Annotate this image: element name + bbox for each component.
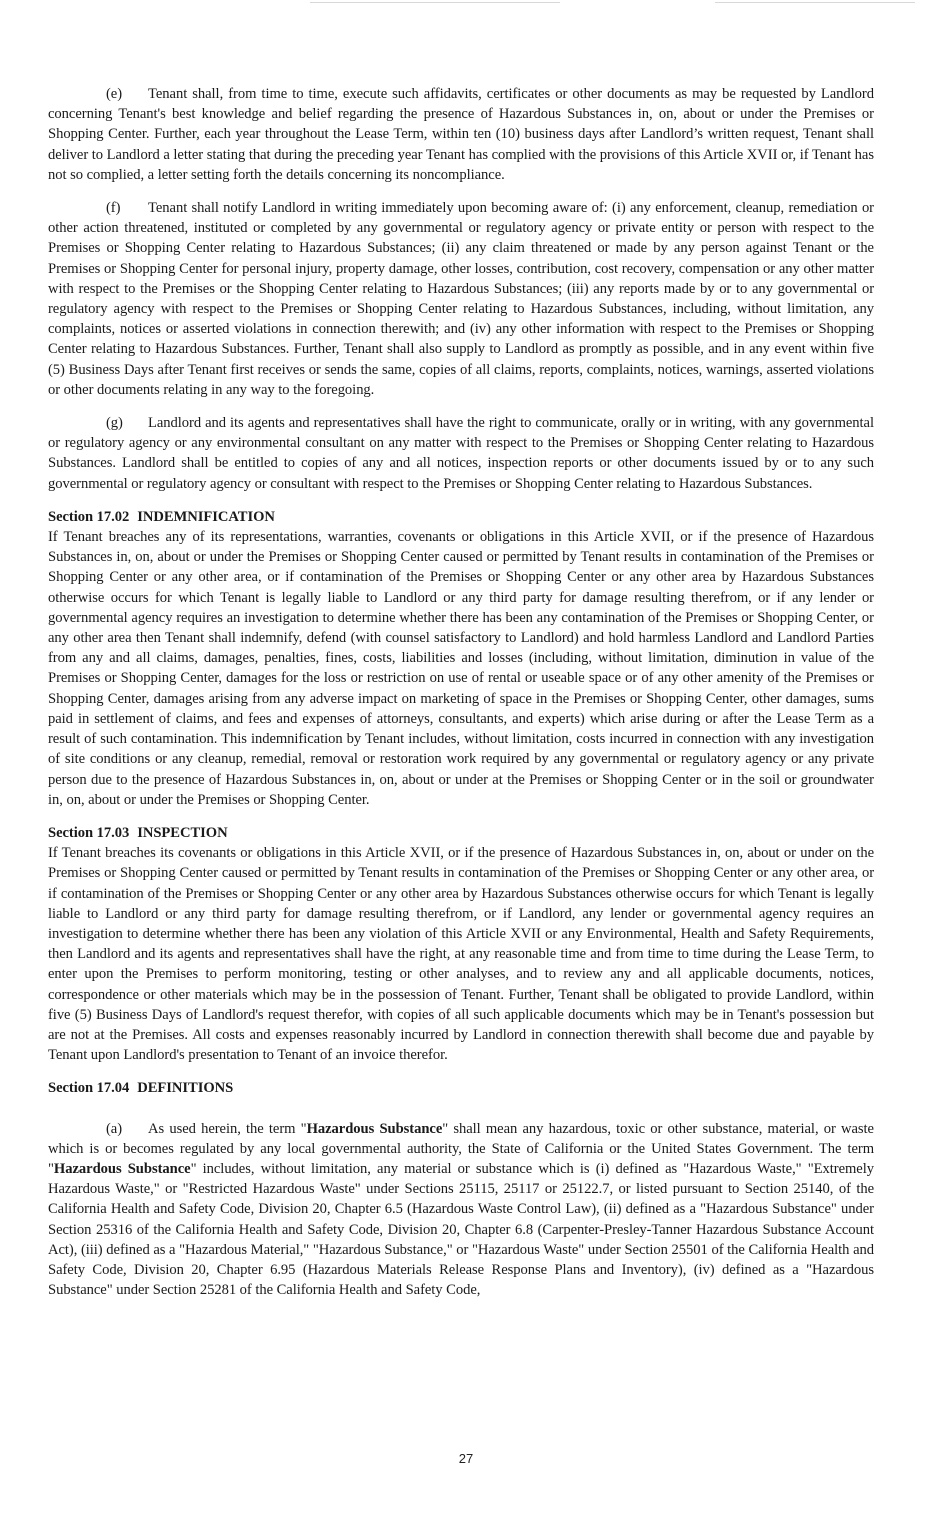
section-body: If Tenant breaches its covenants or obligations in this Article XVII, or if the presence of Hazardous Substances in, on, about or under on the Premises or Shopping Center caused or permitted by Tenant results in contamination of the Premises or Shopping Center or any other area, or if contamination of the Premises or Shopping Center or any other area by Hazardous Substances otherwise occurs for which Tenant is legally liable to Landlord or any third party for damage resulting therefrom, or if Landlord, any lender or governmental agency requires an investigation to determine whether there has been any violation of this Article XVII or any Environmental, Health and Safety Requirements, then Landlord and its agents and representatives shall have the right, at any reasonable time and from time to time during the Lease Term, to enter upon the Premises to perform monitoring, testing or other analyses, and to review any and all applicable documents, notices, correspondence or other materials which may be in the possession of Tenant. Further, Tenant shall be obligated to provide Landlord, within five (5) Business Days of Landlord's request therefor, with copies of all such applicable documents which may be in Tenant's possession but are not at the Premises. All costs and expenses reasonably incurred by Landlord in connection therewith shall become due and payable by Tenant upon Landlord's presentation to Tenant of an invoice therefor. xyxy=(48,845,874,1064)
section-17-04 xyxy=(48,1078,874,1300)
definition-text-part: " includes, without limitation, any material or substance which is (i) defined as "Hazardous Waste," "Extremely Hazardous Waste," or "Restricted Hazardous Waste" under Sections 25115, 25117 or 25122.7, or listed pursuant to Section 25140, of the California Health and Safety Code, Division 20, Chapter 6.5 (Hazardous Waste Control Law), (ii) defined as a "Hazardous Substance" under Section 25316 of the California Health and Safety Code, Division 20, Chapter 6.8 (Carpenter-Presley-Tanner Hazardous Substance Account Act), (iii) defined as a "Hazardous Material," "Hazardous Substance," or "Hazardous Waste" under Section 25501 of the California Health and Safety Code, Division 20, Chapter 6.95 (Hazardous Materials Release Response Plans and Inventory), (iv) defined as a "Hazardous Substance" under Section 25281 of the California Health and Safety Code, xyxy=(48,1160,874,1299)
paragraph-text: Tenant shall notify Landlord in writing immediately upon becoming aware of: (i) any enforcement, cleanup, remediation or other action threatened, instituted or completed by any governmental or regulatory agency or private entity or person with respect to the Premises or Shopping Center relating to Hazardous Substances; (ii) any claim threatened or made by any person against Tenant or the Premises or Shopping Center for personal injury, property damage, other losses, contribution, cost recovery, compensation or any other matter with respect to the Premises or the Shopping Center relating to Hazardous Substances; (iii) any reports made by or to any governmental or regulatory agency with respect to the Premises or Shopping Center relating to Hazardous Substances, including, without limitation, any complaints, notices or asserted violations in connection therewith; and (iv) any other information with respect to the Premises or Shopping Center relating to Hazardous Substances. Further, Tenant shall also supply to Landlord as promptly as possible, and in any event within five (5) Business Days after Tenant first receives or sends the same, copies of all claims, reports, complaints, notices, warnings, asserted violations or other documents relating in any way to the foregoing. xyxy=(48,200,874,398)
section-body: If Tenant breaches any of its representations, warranties, covenants or obligations in this Article XVII, or if the presence of Hazardous Substances in, on, about or under the Premises or Shopping Center caused or permitted by Tenant results in contamination of the Premises or Shopping Center or any other area, or if contamination of the Premises or Shopping Center or any other area by Hazardous Substances otherwise occurs for which Tenant is legally liable to Landlord or any third party for damage resulting therefrom, or if any lender or governmental agency requires an investigation to determine whether there has been any contamination of the Premises or Shopping Center, or any other area then Tenant shall indemnify, defend (with counsel satisfactory to Landlord) and hold harmless Landlord and Landlord Parties from any and all claims, damages, penalties, fines, costs, liabilities and losses (including, without limitation, diminution in value of the Premises or Shopping Center, damages for the loss or restriction on use of rental or useable space or of any other amenity of the Premises or Shopping Center, damages arising from any adverse impact on marketing of space in the Premises or Shopping Center, other damages, sums paid in settlement of claims, and fees and expenses of attorneys, consultants, and experts) which arise during or after the Lease Term as a result of such contamination. This indemnification by Tenant includes, without limitation, costs incurred in connection with any investigation of site conditions or any cleanup, remedial, removal or restoration work required by any governmental or regulatory agency or any private person due to the presence of Hazardous Substances in, on, about or under at the Premises or Shopping Center or in the soil or groundwater in, on, about or under the Premises or Shopping Center. xyxy=(48,529,874,808)
paragraph-text: Tenant shall, from time to time, execute such affidavits, certificates or other documents as may be requested by Landlord concerning Tenant's best knowledge and belief regarding the presence of Hazardous Substances in, on, about or under the Premises or Shopping Center. Further, each year throughout the Lease Term, within ten (10) business days after Landlord’s written request, Tenant shall deliver to Landlord a letter stating that during the preceding year Tenant has complied with the provisions of this Article XVII or, if Tenant has not so complied, a letter setting forth the details concerning its noncompliance. xyxy=(48,86,874,183)
paragraph-e xyxy=(48,84,874,185)
paragraph-label: (a) xyxy=(106,1120,123,1137)
section-heading xyxy=(48,507,874,527)
scan-artifact-top-right xyxy=(715,2,915,3)
paragraph-text: Landlord and its agents and representatives shall have the right to communicate, orally or in writing, with any governmental or regulatory agency or any environmental consultant on any matter with respect to the Premises or Shopping Center relating to Hazardous Substances. Landlord shall be entitled to copies of any and all notices, inspection reports or other documents issued by or to any such governmental or regulatory agency or consultant with respect to the Premises or Shopping Center relating to Hazardous Substances. xyxy=(48,415,874,492)
paragraph-f xyxy=(48,198,874,400)
section-number: Section 17.04 xyxy=(48,1080,130,1097)
section-17-03 xyxy=(48,823,874,1065)
section-heading xyxy=(48,823,874,843)
paragraph-label: (g) xyxy=(106,415,123,432)
definition-paragraph-a xyxy=(48,1119,874,1301)
paragraph-label: (f) xyxy=(106,200,121,217)
section-title: INDEMNIFICATION xyxy=(137,508,275,525)
section-number: Section 17.03 xyxy=(48,824,130,841)
section-title: INSPECTION xyxy=(137,824,228,841)
paragraph-label: (e) xyxy=(106,86,123,102)
definition-text-part: As used herein, the term " xyxy=(148,1120,307,1137)
definition-text-part: " shall mean any hazardous, toxic or other substance, material, or waste which is or becomes regulated by any local governmental authority, the State of California or the United States Government. The term " xyxy=(48,1120,874,1177)
section-heading xyxy=(48,1078,874,1098)
defined-term: Hazardous Substance xyxy=(53,1160,191,1177)
section-title: DEFINITIONS xyxy=(137,1080,234,1097)
page-number: 27 xyxy=(458,1451,474,1466)
document-page xyxy=(48,84,874,1313)
scan-artifact-top xyxy=(310,2,560,3)
paragraph-g xyxy=(48,413,874,494)
section-17-02 xyxy=(48,507,874,810)
defined-term: Hazardous Substance xyxy=(306,1120,443,1137)
section-number: Section 17.02 xyxy=(48,508,130,525)
